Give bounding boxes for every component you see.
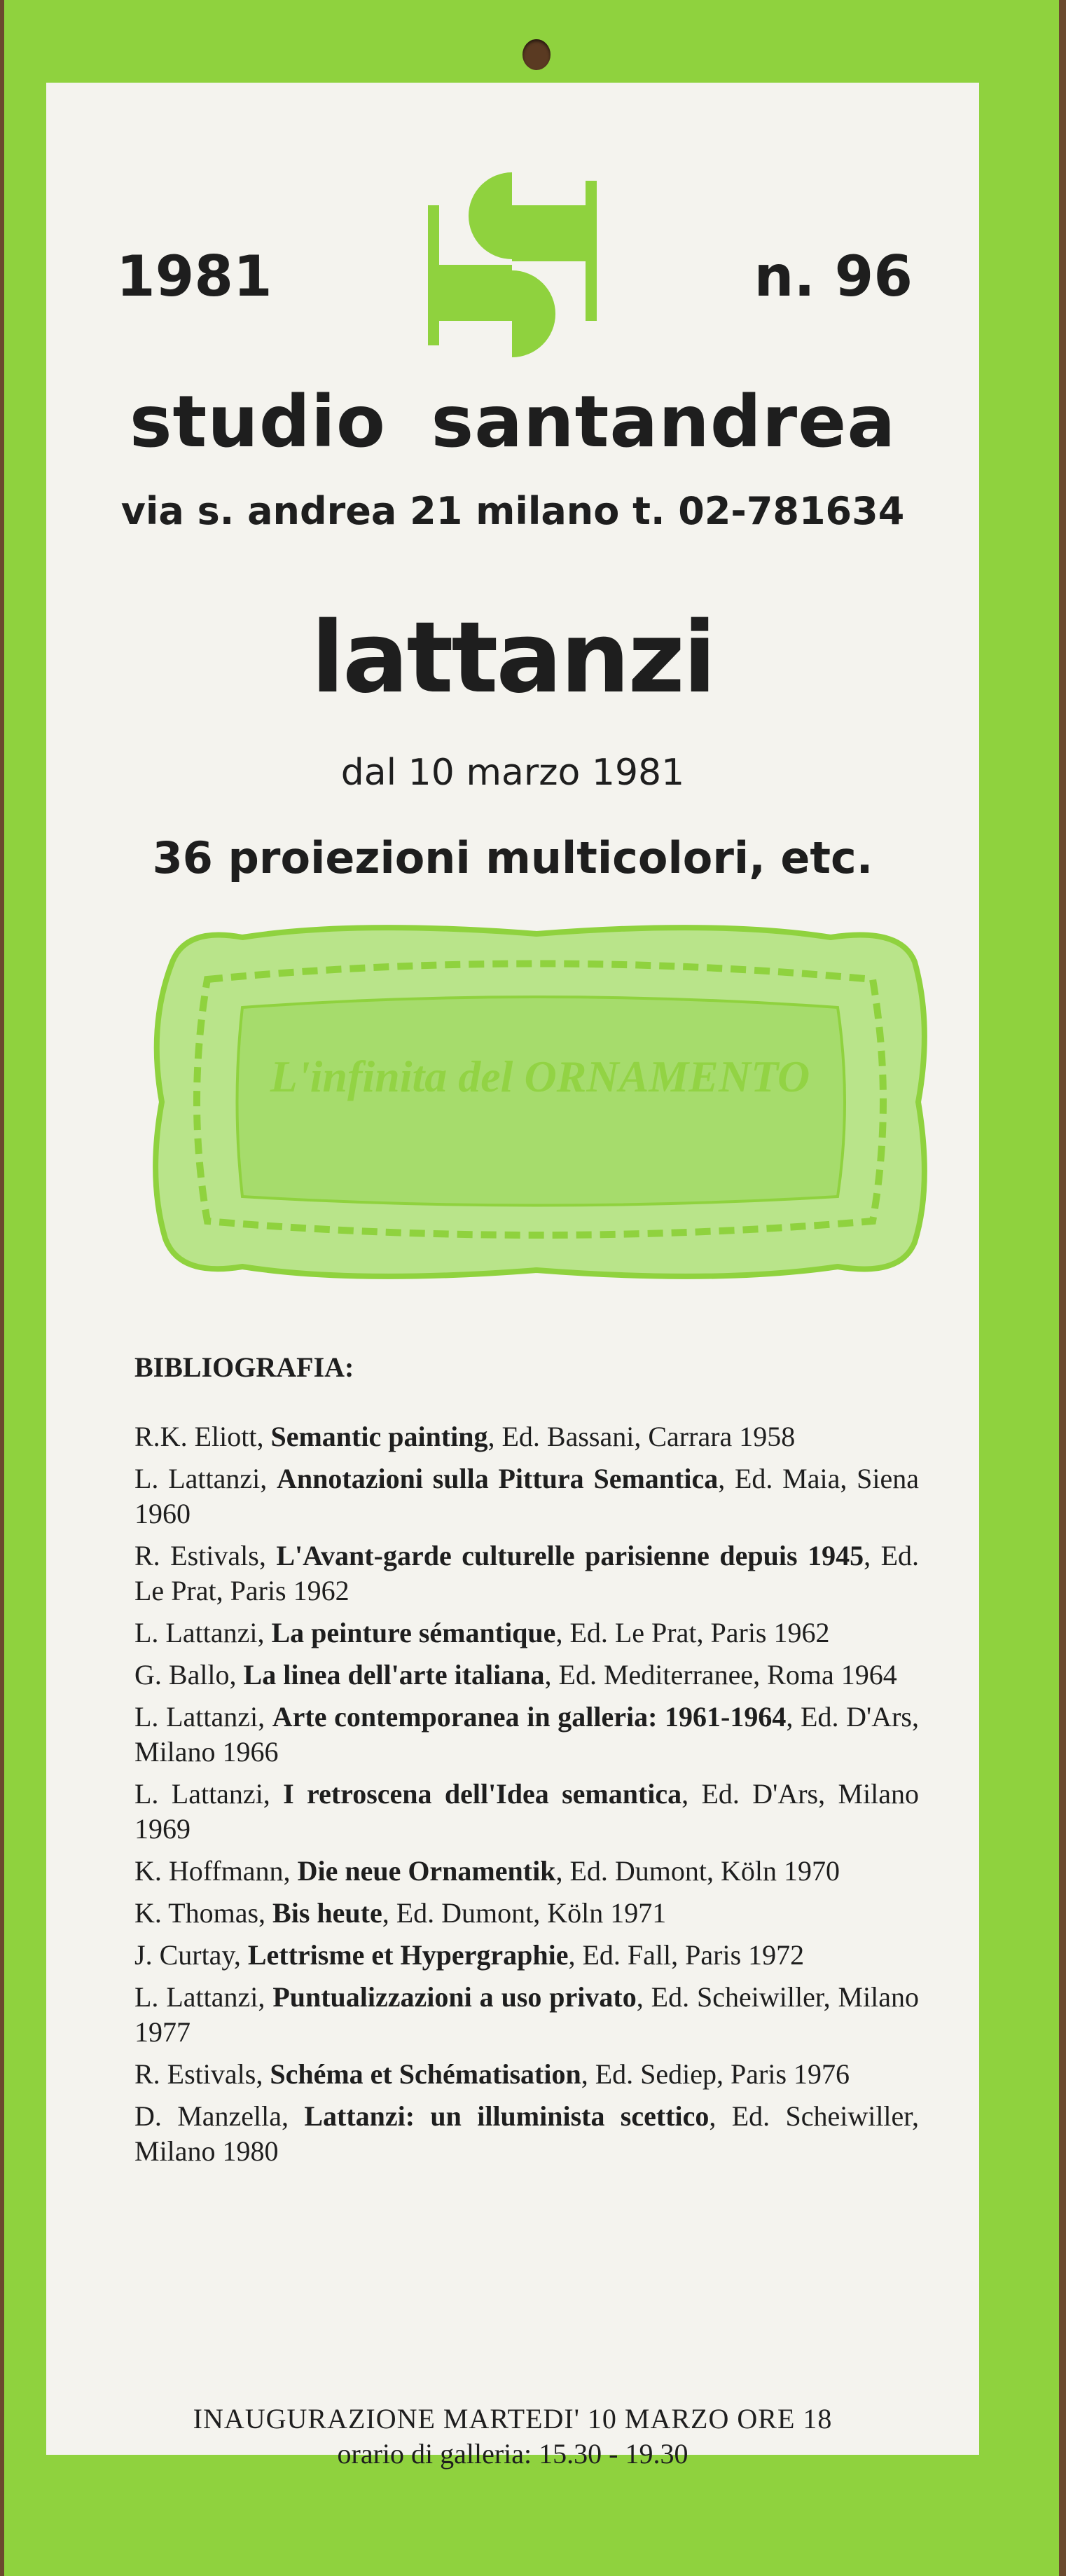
ornament-text: L'infinita del ORNAMENTO — [270, 1052, 810, 1101]
gallery-name: studio santandrea — [129, 380, 897, 464]
year-label: 1981 — [116, 244, 272, 309]
entry-title: Die neue Ornamentik — [297, 1855, 556, 1887]
footer — [46, 2402, 979, 2472]
bibliography-entry — [134, 1896, 919, 1931]
gallery-address: via s. andrea 21 milano t. 02-781634 — [120, 489, 905, 533]
bibliography-entry — [134, 1854, 919, 1889]
issue-number: n. 96 — [754, 244, 913, 309]
opening-line: INAUGURAZIONE MARTEDI' 10 MARZO ORE 18 — [193, 2403, 833, 2434]
lace-ornament-icon — [144, 920, 936, 1284]
exhibition-subtitle: 36 proiezioni multicolori, etc. — [152, 832, 873, 883]
entry-author: K. Thomas, — [134, 1897, 266, 1929]
entry-title: Puntualizzazioni a uso privato — [272, 1981, 637, 2013]
entry-author: G. Ballo, — [134, 1659, 237, 1690]
bibliography-entry — [134, 1777, 919, 1847]
entry-title: Annotazioni sulla Pittura Semantica — [277, 1463, 719, 1494]
entry-details: , Ed. Bassani, Carrara 1958 — [487, 1421, 796, 1452]
entry-title: I retroscena dell'Idea semantica — [283, 1778, 682, 1810]
entry-details: , Ed. Fall, Paris 1972 — [568, 1939, 805, 1971]
bibliography-entry — [134, 1658, 919, 1693]
bibliography-entry — [134, 2057, 919, 2092]
entry-author: K. Hoffmann, — [134, 1855, 291, 1887]
entry-title: La peinture sémantique — [271, 1617, 556, 1648]
exhibition-dates: dal 10 marzo 1981 — [340, 752, 685, 794]
entry-title: L'Avant-garde culturelle parisienne depuis 1945 — [276, 1540, 864, 1571]
entry-details: , Ed. Scheiwiller, Milano 1980 — [134, 2100, 920, 2167]
bibliography-list — [134, 1419, 919, 2176]
entry-details: , Ed. Le Prat, Paris 1962 — [134, 1540, 920, 1606]
entry-title: La linea dell'arte italiana — [243, 1659, 545, 1690]
entry-author: L. Lattanzi, — [134, 1701, 265, 1733]
s-logo-icon — [417, 167, 607, 363]
entry-details: , Ed. D'Ars, Milano 1966 — [134, 1701, 919, 1768]
entry-details: , Ed. Maia, Siena 1960 — [134, 1463, 919, 1529]
gallery-hours: orario di galleria: 15.30 - 19.30 — [337, 2438, 688, 2470]
bibliography-entry — [134, 1700, 919, 1770]
bibliography-entry — [134, 1980, 919, 2050]
hanging-hole — [522, 39, 551, 70]
entry-author: R. Estivals, — [134, 1540, 266, 1571]
entry-title: Schéma et Schématisation — [270, 2058, 581, 2090]
entry-title: Lettrisme et Hypergraphie — [247, 1939, 569, 1971]
entry-title: Bis heute — [272, 1897, 382, 1929]
bibliography-entry — [134, 1461, 919, 1531]
entry-author: D. Manzella, — [134, 2100, 289, 2132]
entry-details: , Ed. Scheiwiller, Milano 1977 — [134, 1981, 920, 2048]
entry-title: Lattanzi: un illuminista scettico — [304, 2100, 709, 2132]
bibliography-heading: BIBLIOGRAFIA: — [134, 1351, 354, 1383]
entry-details: , Ed. Mediterranee, Roma 1964 — [544, 1659, 897, 1690]
bibliography-entry — [134, 1538, 919, 1609]
entry-details: , Ed. Le Prat, Paris 1962 — [555, 1617, 830, 1648]
entry-details: , Ed. D'Ars, Milano 1969 — [134, 1778, 919, 1845]
entry-author: L. Lattanzi, — [134, 1778, 270, 1810]
bibliography-entry — [134, 1616, 919, 1651]
bibliography-entry — [134, 1419, 919, 1454]
entry-details: , Ed. Sediep, Paris 1976 — [581, 2058, 850, 2090]
bibliography-entry — [134, 2099, 919, 2169]
entry-author: L. Lattanzi, — [134, 1617, 265, 1648]
entry-author: R. Estivals, — [134, 2058, 263, 2090]
artist-name: lattanzi — [311, 601, 714, 715]
entry-title: Arte contemporanea in galleria: 1961-1964 — [272, 1701, 787, 1733]
entry-details: , Ed. Dumont, Köln 1971 — [382, 1897, 667, 1929]
bibliography-entry — [134, 1938, 919, 1973]
poster-card — [46, 83, 979, 2470]
entry-author: R.K. Eliott, — [134, 1421, 264, 1452]
entry-author: J. Curtay, — [134, 1939, 241, 1971]
entry-title: Semantic painting — [270, 1421, 488, 1452]
entry-author: L. Lattanzi, — [134, 1981, 265, 2013]
entry-details: , Ed. Dumont, Köln 1970 — [555, 1855, 840, 1887]
entry-author: L. Lattanzi, — [134, 1463, 268, 1494]
